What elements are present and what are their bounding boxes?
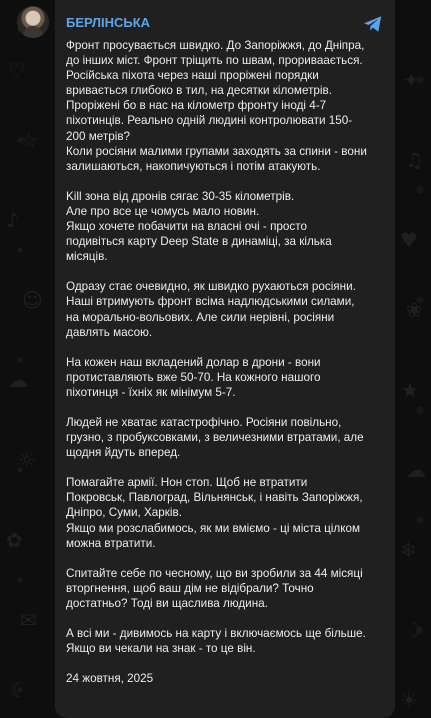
doodle-cloud-icon: ☁ [406,458,426,482]
doodle-gift-icon: ✉ [20,608,37,632]
post-text [66,38,386,686]
text-line: Спитайте себе по чесному, що ви зробили за 44 місяці [66,566,363,580]
text-line: піхотинців. Реально одній людині контролювати 150- [66,114,353,128]
post-paragraph [66,566,386,611]
channel-name[interactable]: БЕРЛІНСЬКА [66,15,151,30]
doodle-sun-icon: ☼ [18,448,36,472]
doodle-star-icon: ★ [401,378,419,402]
text-line: Російська піхота через наші проріжені порядки [66,69,319,83]
text-line: можна втратити. [66,536,156,550]
text-line: Одразу стає очевидно, як швидко рухаються росіяни. [66,280,356,294]
text-line: вторгнення, щоб ваш дім не відібрали? Точно [66,581,314,595]
text-line: Kill зона від дронів сягає 30-35 кілометрів. [66,189,295,203]
doodle-music-icon: ♪ [6,208,19,232]
doodle-heart-icon: ♡ [8,58,26,82]
channel-avatar[interactable] [17,6,49,38]
doodle-ghost-icon: ☾ [10,678,28,702]
text-line: на морально-вольових. Але сили нерівні, росіяни [66,310,335,324]
text-line: до інших міст. Фронт тріщить по швам, прориваається. [66,54,363,68]
text-line: достатньо? Тоді ви щаслива людина. [66,596,268,610]
text-line: місяців. [66,250,108,264]
doodle-music-icon: ♫ [405,148,423,172]
text-line: давлять масою. [66,325,153,339]
text-line: протиставляють вже 50-70. На кожного нашого [66,370,321,384]
text-line: Дніпро, Суми, Харків. [66,506,182,520]
post-paragraph [66,626,386,656]
text-line: залишаються, накопичуються і потім атакують. [66,159,321,173]
text-line: Якщо хочете побачити на власні очі - просто [66,220,307,234]
post-paragraph [66,415,386,460]
doodle-flower-icon: ✿ [6,528,23,552]
doodle-star-icon: ☆ [20,128,38,152]
text-line: А всі ми - дивимось на карту і включаємось ще більше. [66,627,366,640]
text-line: щодня йдуть вперед. [66,446,181,460]
text-line: Покровськ, Павлоград, Вільнянськ, і навіть Запоріжжя, [66,491,363,505]
text-line: Проріжені бо в нас на кілометр фронту іноді 4-7 [66,99,327,113]
doodle-cloud-icon: ☁ [8,368,28,392]
text-line: Фронт просувається швидко. До Запоріжжя, до Дніпра, [66,39,365,52]
post-paragraph [66,355,386,400]
doodle-moon-icon: ☽ [404,618,422,642]
text-line: вривається глибоко в тил, на десятки кілометрів. [66,84,332,98]
text-line: 200 метрів? [66,129,131,143]
text-line: Якщо ви чекали на знак - то це він. [66,642,256,656]
doodle-cat-icon: ☺ [22,288,43,312]
doodle-flower-icon: ❀ [406,298,423,322]
text-line: Наші втримують фронт всіма надлюдськими силами, [66,295,355,309]
text-line: Якщо ми розслабимось, як ми вміємо - ці міста цілком [66,521,361,535]
text-line: Людей не хватає катастрофічно. Росіяни повільно, [66,415,342,429]
text-line: Помагайте армії. Нон стоп. Щоб не втратити [66,476,308,490]
doodle-sun-icon: ☀ [400,688,418,712]
post-paragraph [66,38,386,174]
post-paragraph [66,475,386,550]
text-line: На кожен наш вкладений долар в дрони - вони [66,355,321,369]
message-bubble [55,0,395,718]
post-paragraph [66,279,386,339]
post-paragraph [66,189,386,264]
text-line: Коли росіяни малими групами заходять за спини - вони [66,144,367,158]
text-line: Але про все це чомусь мало новин. [66,204,260,218]
telegram-send-icon[interactable] [363,15,383,33]
text-line: піхотинця - їхніх як мінімум 5-7. [66,385,236,399]
post-date: 24 жовтня, 2025 [66,672,154,686]
doodle-planet-icon: ✦ [403,68,420,92]
text-line: грузно, з пробуксовками, з величезними втратами, але [66,431,364,445]
doodle-snow-icon: ❄ [400,538,417,562]
text-line: подивіться карту Deep State в динаміці, за кілька [66,235,332,249]
doodle-heart-icon: ♥ [400,228,418,252]
